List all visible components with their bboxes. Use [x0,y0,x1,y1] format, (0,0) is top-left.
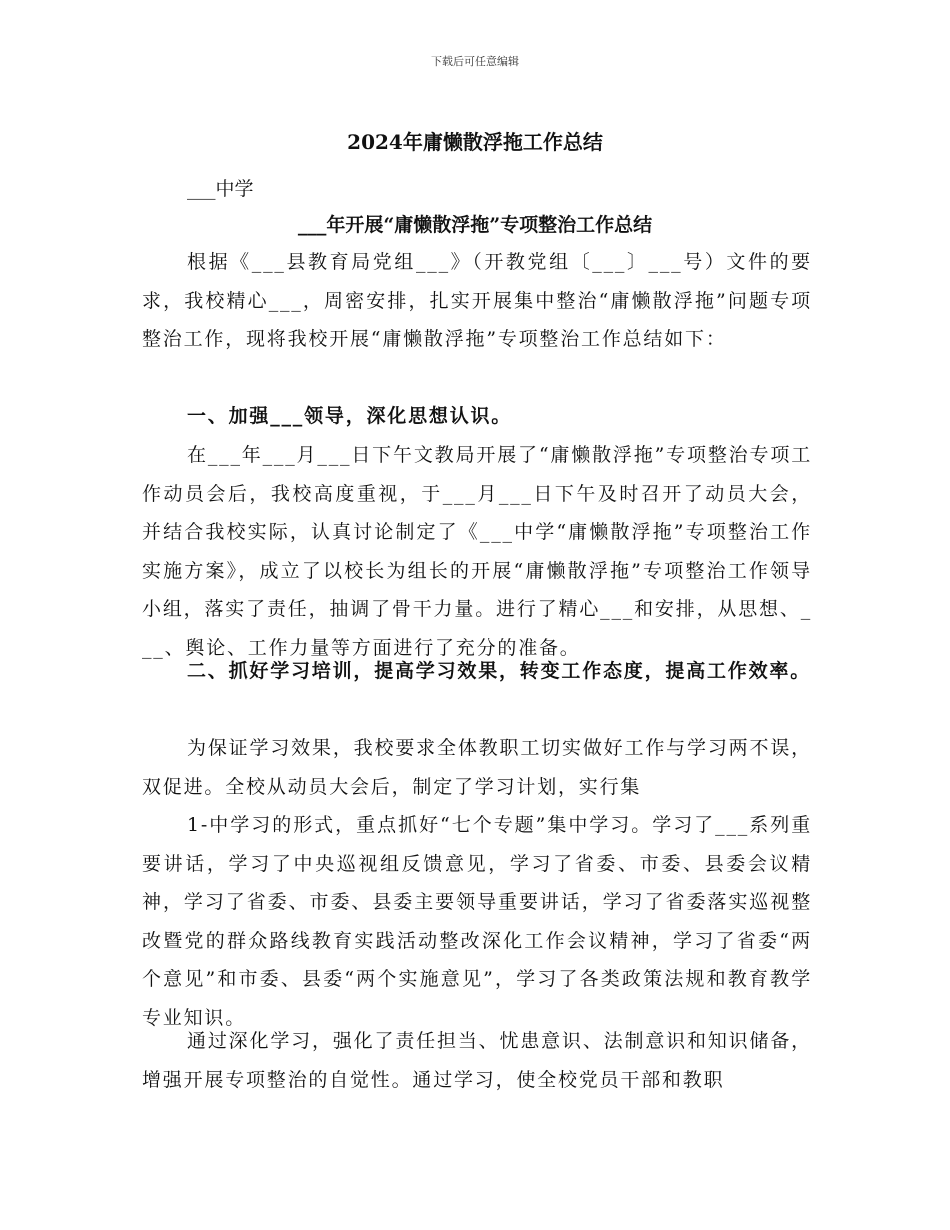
section-2-paragraph-c: 通过深化学习，强化了责任担当、忧患意识、法制意识和知识储备，增强开展专项整治的自觉性。通过学习，使全校党员干部和教职 [142,1030,812,1091]
document-title: 2024年庸懒散浮拖工作总结 [347,130,603,154]
section-1-paragraph: 在___年___月___日下午文教局开展了“庸懒散浮拖”专项整治专项工作动员会后，我校高度重视，于___月___日下午及时召开了动员大会，并结合我校实际，认真讨论制定了《___中学“庸懒散浮拖”专项整治工作实施方案》，成立了以校长为组长的开展“庸懒散浮拖”专项整治工作领导小组，落实了责任，抽调了骨干力量。进行了精心___和安排，从思想、___、舆论、工作力量等方面进行了充分的准备。 [142,444,812,659]
school-name-line: ___中学 [187,178,254,200]
header-note: 下载后可任意编辑 [431,55,519,68]
section-heading-2: 二、抓好学习培训，提高学习效果，转变工作态度，提高工作效率。 [187,660,812,682]
section-heading-1: 一、加强___领导，深化思想认识。 [187,405,513,427]
intro-paragraph: 根据《___县教育局党组___》（开教党组〔___〕___号）文件的要求，我校精心___，周密安排，扎实开展集中整治“庸懒散浮拖”问题专项整治工作，现将我校开展“庸懒散浮拖”专项整治工作总结如下： [142,251,812,350]
document-subtitle: ___年开展“庸懒散浮拖”专项整治工作总结 [297,214,653,236]
section-2-paragraph-a: 为保证学习效果，我校要求全体教职工切实做好工作与学习两不误，双促进。全校从动员大会后，制定了学习计划，实行集 [142,737,812,798]
section-2-paragraph-b: 1-中学习的形式，重点抓好“七个专题”集中学习。学习了___系列重要讲话，学习了中央巡视组反馈意见，学习了省委、市委、县委会议精神，学习了省委、市委、县委主要领导重要讲话，学习了省委落实巡视整改暨党的群众路线教育实践活动整改深化工作会议精神，学习了省委“两个意见”和市委、县委“两个实施意见”，学习了各类政策法规和教育教学专业知识。 [142,814,812,1029]
